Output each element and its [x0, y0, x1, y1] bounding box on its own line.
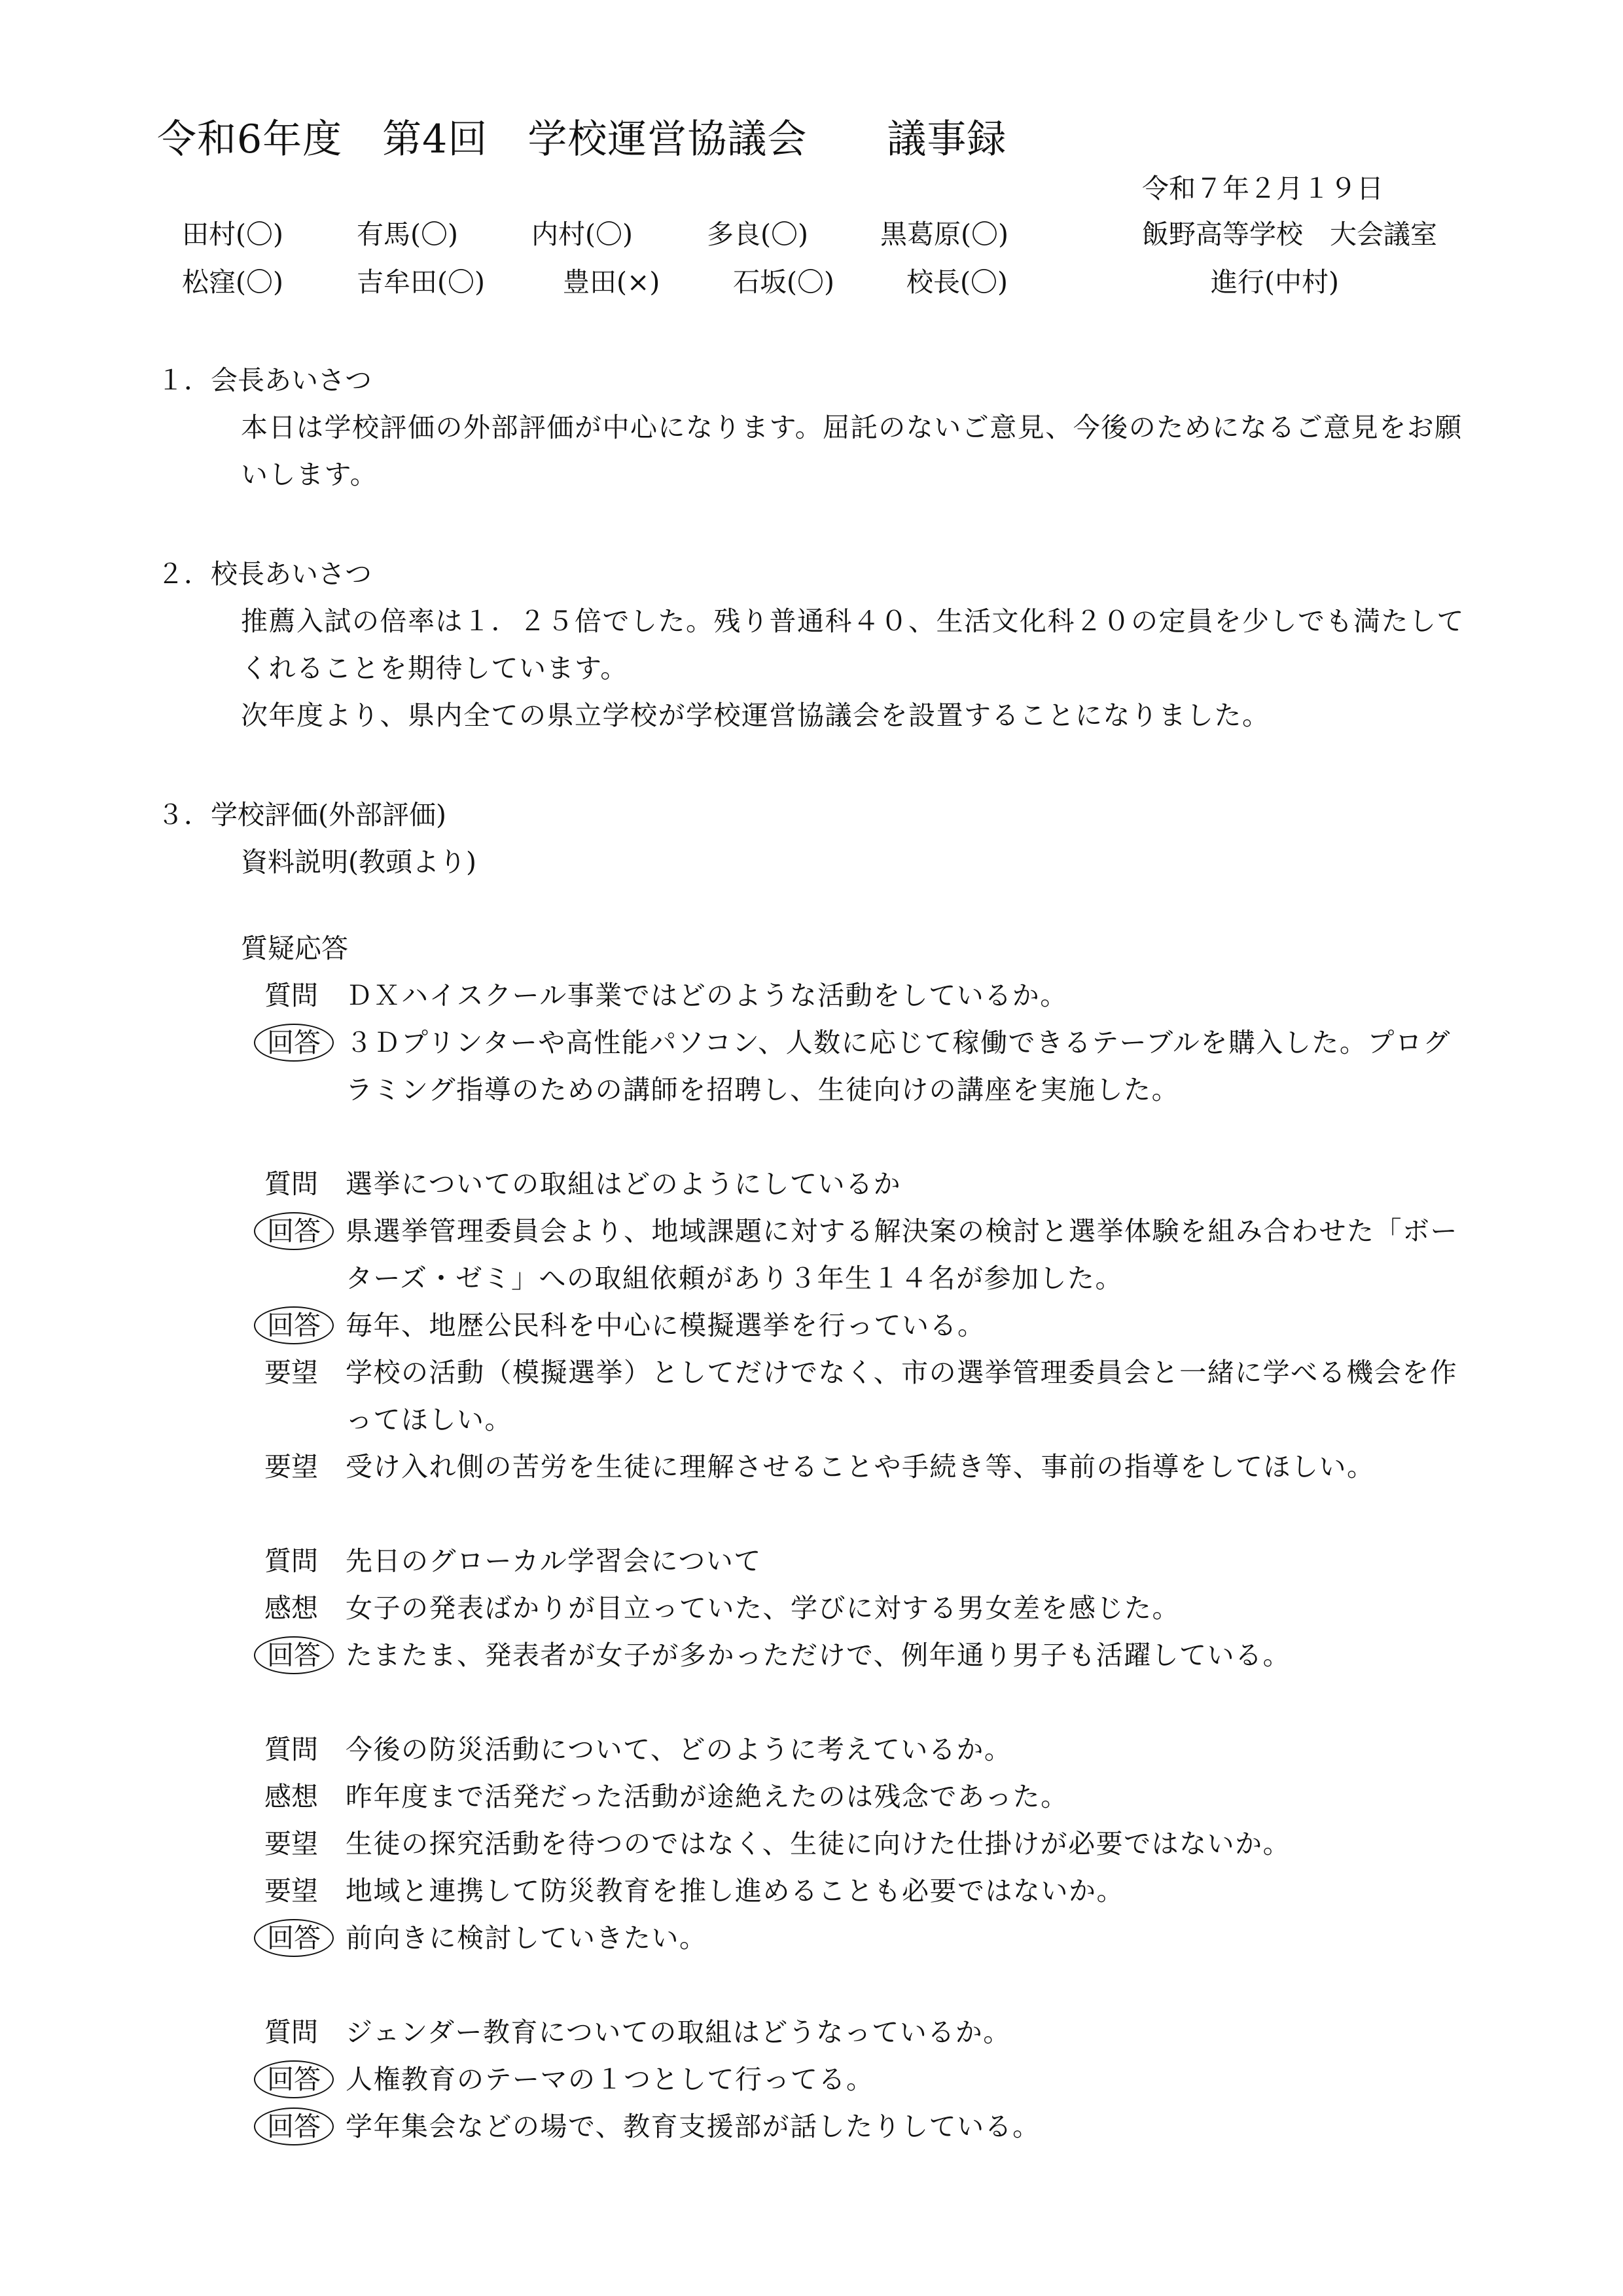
qa-label-cell: [254, 1632, 339, 1679]
qa-text: ＤＸハイスクール事業ではどのような活動をしているか。: [346, 980, 1068, 1011]
qa-label: 感想: [264, 1781, 318, 1812]
qa-text: 毎年、地歴公民科を中心に模擬選挙を行っている。: [346, 1310, 986, 1341]
material-explanation: 資料説明(教頭より): [241, 846, 476, 878]
attendee: 黒葛原(〇): [880, 219, 1008, 250]
qa-label: 質問: [264, 1734, 318, 1765]
attendee: 松窪(〇): [182, 266, 283, 298]
qa-item: [254, 1914, 1472, 1962]
qa-label-cell: [254, 972, 339, 1019]
qa-label: 要望: [264, 1875, 318, 1907]
qa-text: 昨年度まで活発だった活動が途絶えたのは残念であった。: [346, 1781, 1069, 1812]
qa-group: [254, 1726, 1472, 1962]
qa-text: 先日のグローカル学習会について: [346, 1545, 762, 1577]
qa-label-cell: [254, 2009, 339, 2056]
attendee: 石坂(〇): [733, 266, 834, 298]
qa-label: 要望: [264, 1828, 318, 1859]
qa-item: [254, 1867, 1472, 1914]
qa-heading: 質疑応答: [241, 933, 348, 964]
qa-text: 学年集会などの場で、教育支援部が話したりしている。: [346, 2111, 1041, 2142]
qa-label-cell: [254, 1302, 339, 1349]
paragraph: 推薦入試の倍率は１．２５倍でした。残り普通科４０、生活文化科２０の定員を少しでも満たしてくれることを期待しています。: [241, 605, 1465, 684]
qa-label: 質問: [264, 980, 318, 1011]
section-chair-greeting: [157, 357, 1472, 498]
attendee: 有馬(〇): [357, 219, 458, 250]
qa-label: 要望: [264, 1451, 318, 1482]
meeting-date: 令和７年２月１９日: [1142, 173, 1383, 204]
qa-item: [254, 1019, 1472, 1113]
qa-label-cell: [254, 2056, 339, 2103]
qa-item: [254, 2056, 1472, 2103]
qa-item: [254, 1443, 1472, 1490]
attendee: 内村(〇): [531, 219, 633, 250]
qa-label-cell: [254, 1537, 339, 1585]
qa-text: たまたま、発表者が女子が多かっただけで、例年通り男子も活躍している。: [346, 1640, 1291, 1671]
answer-label-circled: 回答: [254, 1919, 334, 1957]
meeting-venue: 飯野高等学校 大会議室: [1142, 219, 1437, 250]
qa-label-cell: [254, 1349, 339, 1396]
answer-label-circled: 回答: [254, 1636, 334, 1674]
qa-item: [254, 2103, 1472, 2150]
facilitator: 進行(中村): [1211, 266, 1339, 298]
qa-text: ３Ｄプリンターや高性能パソコン、人数に応じて稼働できるテーブルを購入した。プログラミング指導のための講師を招聘し、生徒向けの講座を実施した。: [346, 1027, 1451, 1105]
attendee: 吉牟田(〇): [357, 266, 485, 298]
qa-item: [254, 1302, 1472, 1349]
qa-group: [254, 2009, 1472, 2150]
qa-group: [254, 1537, 1472, 1679]
qa-label-cell: [254, 1726, 339, 1773]
minutes-body: [157, 357, 1472, 2197]
attendee: 豊田(×): [563, 266, 660, 298]
section-heading: ３．学校評価(外部評価): [157, 799, 446, 831]
qa-label-cell: [254, 1443, 339, 1490]
qa-item: [254, 1160, 1472, 1208]
qa-label-cell: [254, 1585, 339, 1632]
section-school-evaluation: [157, 791, 1472, 2150]
qa-label-cell: [254, 1019, 339, 1066]
qa-label: 質問: [264, 1168, 318, 1200]
qa-text: 選挙についての取組はどのようにしているか: [346, 1168, 902, 1200]
answer-label-circled: 回答: [254, 2060, 334, 2098]
qa-item: [254, 1537, 1472, 1585]
qa-label: 質問: [264, 2017, 318, 2048]
attendee: 多良(〇): [707, 219, 808, 250]
qa-label: 質問: [264, 1545, 318, 1577]
qa-item: [254, 1349, 1472, 1443]
qa-item: [254, 2009, 1472, 2056]
qa-label-cell: [254, 1160, 339, 1208]
answer-label-circled: 回答: [254, 1212, 334, 1250]
qa-label-cell: [254, 1208, 339, 1255]
answer-label-circled: 回答: [254, 1306, 334, 1344]
qa-item: [254, 1585, 1472, 1632]
qa-group: [254, 1160, 1472, 1490]
qa-label-cell: [254, 1914, 339, 1962]
section-heading: １．会長あいさつ: [157, 365, 372, 396]
qa-text: 前向きに検討していきたい。: [346, 1922, 707, 1954]
paragraph: 次年度より、県内全ての県立学校が学校運営協議会を設置することになりました。: [241, 700, 1270, 731]
qa-item: [254, 1632, 1472, 1679]
qa-label: 要望: [264, 1357, 318, 1388]
qa-group: [254, 972, 1472, 1113]
qa-label-cell: [254, 1773, 339, 1820]
qa-label-cell: [254, 1820, 339, 1867]
qa-text: 県選挙管理委員会より、地域課題に対する解決案の検討と選挙体験を組み合わせた「ボーターズ・ゼミ」への取組依頼があり３年生１４名が参加した。: [346, 1215, 1458, 1294]
qa-text: 受け入れ側の苦労を生徒に理解させることや手続き等、事前の指導をしてほしい。: [346, 1451, 1375, 1482]
qa-text: 学校の活動（模擬選挙）としてだけでなく、市の選挙管理委員会と一緒に学べる機会を作ってほしい。: [346, 1357, 1458, 1435]
qa-item: [254, 1208, 1472, 1302]
qa-label-cell: [254, 1867, 339, 1914]
qa-item: [254, 1820, 1472, 1867]
qa-item: [254, 1726, 1472, 1773]
qa-text: 地域と連携して防災教育を推し進めることも必要ではないか。: [346, 1875, 1124, 1907]
qa-text: 女子の発表ばかりが目立っていた、学びに対する男女差を感じた。: [346, 1592, 1180, 1624]
section-principal-greeting: [157, 550, 1472, 739]
qa-item: [254, 1773, 1472, 1820]
qa-text: ジェンダー教育についての取組はどうなっているか。: [346, 2017, 1011, 2048]
qa-list: [157, 972, 1472, 2150]
answer-label-circled: 回答: [254, 2108, 334, 2145]
attendee: 校長(〇): [906, 266, 1008, 298]
document-title: 令和6年度 第4回 学校運営協議会 議事録: [157, 117, 1007, 162]
qa-item: [254, 972, 1472, 1019]
paragraph: 本日は学校評価の外部評価が中心になります。屈託のないご意見、今後のためになるご意見をお願いします。: [241, 412, 1463, 490]
attendee: 田村(〇): [182, 219, 283, 250]
qa-text: 生徒の探究活動を待つのではなく、生徒に向けた仕掛けが必要ではないか。: [346, 1828, 1291, 1859]
qa-label-cell: [254, 2103, 339, 2150]
qa-text: 今後の防災活動について、どのように考えているか。: [346, 1734, 1012, 1765]
section-heading: ２．校長あいさつ: [157, 558, 372, 590]
qa-label: 感想: [264, 1592, 318, 1624]
answer-label-circled: 回答: [254, 1024, 334, 1062]
qa-text: 人権教育のテーマの１つとして行ってる。: [346, 2064, 874, 2095]
